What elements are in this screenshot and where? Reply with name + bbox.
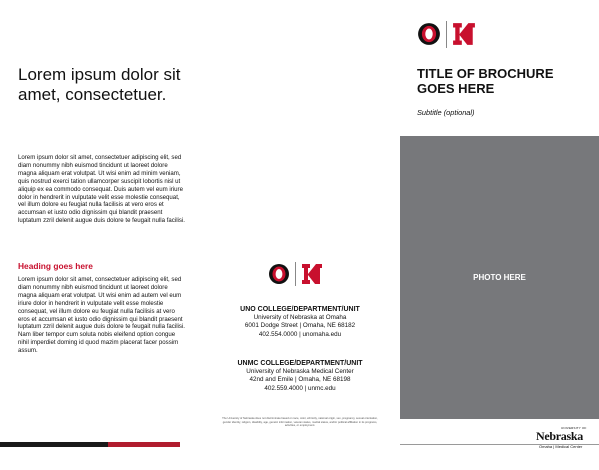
photo-placeholder bbox=[400, 136, 599, 419]
uno-contact-block bbox=[200, 306, 400, 339]
university-logo-lockup bbox=[268, 261, 323, 286]
brochure-subtitle: Subtitle (optional) bbox=[417, 108, 475, 117]
logo-sub-line: Omaha | Medical Center bbox=[539, 444, 583, 449]
unmc-org-name: University of Nebraska Medical Center bbox=[246, 368, 354, 376]
uno-o-logo-icon bbox=[268, 263, 290, 285]
footer-bar-black bbox=[0, 442, 108, 447]
brochure-title: TITLE OF BROCHURE GOES HERE bbox=[417, 66, 554, 96]
right-panel bbox=[400, 0, 599, 470]
uno-address: 6001 Dodge Street | Omaha, NE 68182 bbox=[244, 322, 356, 330]
uno-o-logo-icon bbox=[417, 22, 441, 46]
uno-org-name: University of Nebraska at Omaha bbox=[253, 314, 347, 322]
photo-label: PHOTO HERE bbox=[473, 273, 526, 282]
logo-top-line: UNIVERSITY OF bbox=[561, 426, 587, 430]
cover-logo-lockup bbox=[417, 20, 476, 48]
footer-bar-red bbox=[108, 442, 180, 447]
logo-wordmark: Nebraska bbox=[536, 429, 583, 443]
unmc-n-logo-icon bbox=[452, 22, 476, 46]
left-panel bbox=[0, 0, 200, 470]
unmc-contact-block bbox=[200, 360, 400, 393]
middle-panel bbox=[200, 0, 400, 470]
uno-phone-web: 402.554.0000 | unomaha.edu bbox=[258, 330, 342, 338]
body-paragraph-2: Lorem ipsum dolor sit amet, consectetuer adipiscing elit, sed diam nonummy nibh euismod tincidunt ut laoreet dolore magna aliquam erat volutpat. Ut wisi enim ad autem vel eum iriure dolor in hendrerit in vulputate velit esse molestie consequat, vel illum dolore eu feugiat nulla facilisis at vero eros et accumsan et iusto odio dignissim qui blandit praesent luptatum zzril delenit augue duis dolore te feugait nulla facilisi. Nam liber tempor cum soluta nobis eleifend option congue nihil imperdiet doming id quod mazim placerat facer possim assum. bbox=[18, 276, 185, 355]
unmc-unit-name: UNMC COLLEGE/DEPARTMENT/UNIT bbox=[237, 360, 363, 367]
unmc-n-logo-icon bbox=[301, 263, 323, 285]
body-paragraph-1: Lorem ipsum dolor sit amet, consectetuer adipiscing elit, sed diam nonummy nibh euismod tincidunt ut laoreet dolore magna aliquam erat volutpat. Ut wisi enim ad minim veniam, quis nostrud exerci tation ullamcorper suscipit lobortis nisl ut aliquip ex ea commodo consequat. Duis autem vel eum iriure dolor in hendrerit in vulputate velit esse molestie consequat, vel illum dolore eu feugiat nulla facilisis at vero eros et accumsan et iusto odio dignissim qui blandit praesent luptatum zzril delenit augue duis dolore te feugait nulla facilisi. bbox=[18, 154, 185, 225]
section-heading: Heading goes here bbox=[18, 261, 93, 271]
unmc-phone-web: 402.559.4000 | unmc.edu bbox=[264, 384, 336, 392]
unmc-address: 42nd and Emile | Omaha, NE 68198 bbox=[249, 376, 351, 384]
uno-unit-name: UNO COLLEGE/DEPARTMENT/UNIT bbox=[240, 306, 360, 313]
logo-divider bbox=[295, 262, 296, 286]
headline: Lorem ipsum dolor sit amet, consectetuer. bbox=[18, 65, 181, 104]
disclaimer: The University of Nebraska does not discriminate based on race, color, ethnicity, national origin, sex, pregnancy, sexual orientation, gender identity, religion, disability, age, genetic information, veteran status, marital status, and/or political affiliation in its programs, activities, or employment. bbox=[222, 417, 378, 428]
logo-divider bbox=[446, 21, 447, 48]
